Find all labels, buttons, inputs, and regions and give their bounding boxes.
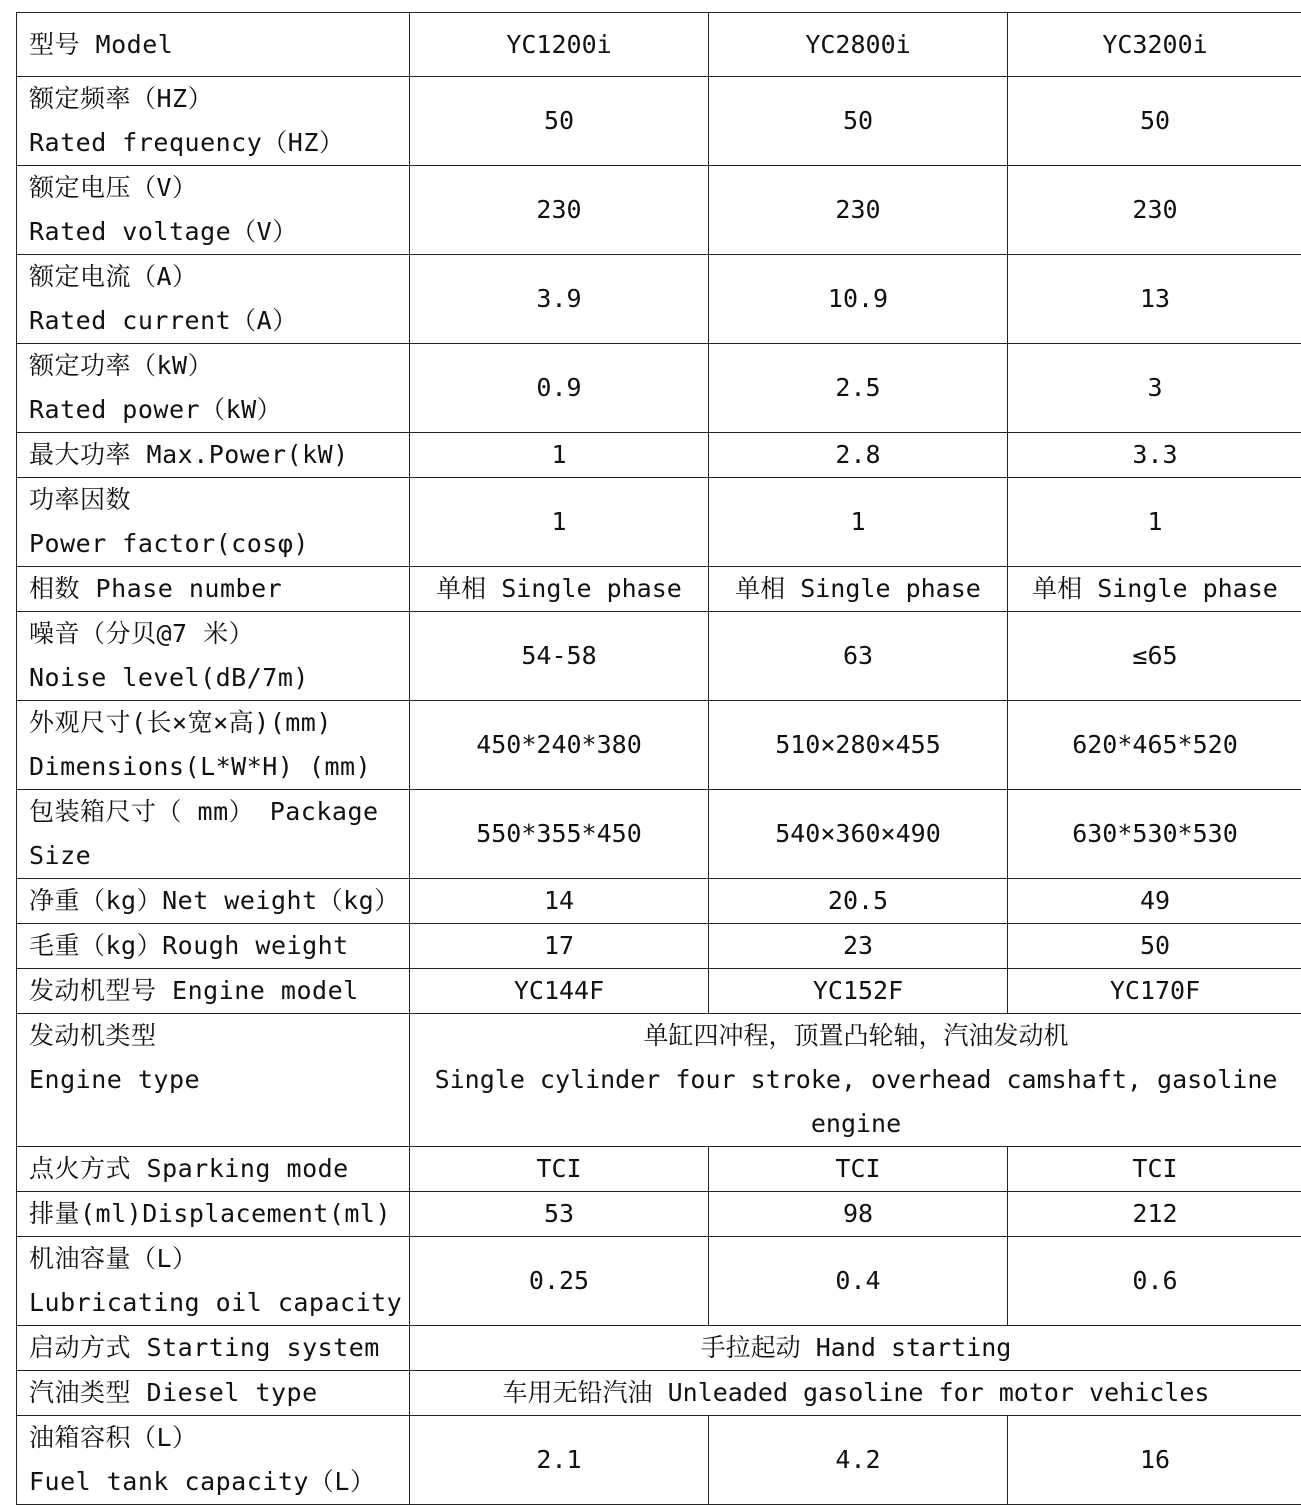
row-label-en: Rated current（A） (29, 299, 397, 343)
table-row (17, 612, 1301, 701)
row-label: 发动机型号 Engine model (17, 969, 410, 1014)
table-row (17, 166, 1301, 255)
row-label: 相数 Phase number (17, 567, 410, 612)
row-label (17, 1014, 410, 1147)
cell-value: 1 (410, 433, 709, 478)
table-row (17, 1371, 1301, 1416)
row-label (17, 344, 410, 433)
cell-value: 510×280×455 (709, 701, 1008, 790)
row-label (17, 701, 410, 790)
cell-value: 630*530*530 (1008, 790, 1301, 879)
table-row (17, 1147, 1301, 1192)
table-row (17, 1014, 1301, 1147)
row-label-cn: 额定电压（V） (29, 166, 397, 210)
cell-value: 230 (410, 166, 709, 255)
spec-table (16, 12, 1301, 1505)
cell-value: 20.5 (709, 879, 1008, 924)
table-row (17, 77, 1301, 166)
row-label-en: Lubricating oil capacity (29, 1281, 397, 1325)
row-label-en: Rated frequency（HZ） (29, 121, 397, 165)
cell-value: ≤65 (1008, 612, 1301, 701)
cell-value: 0.9 (410, 344, 709, 433)
cell-value: 14 (410, 879, 709, 924)
row-label-cn: 油箱容积（L） (29, 1416, 397, 1460)
cell-value: 54-58 (410, 612, 709, 701)
row-label-cn: 功率因数 (29, 478, 397, 522)
cell-value: 13 (1008, 255, 1301, 344)
cell-value: TCI (1008, 1147, 1301, 1192)
table-row (17, 1192, 1301, 1237)
cell-value: TCI (709, 1147, 1008, 1192)
row-label (17, 790, 410, 879)
cell-value: 1 (410, 478, 709, 567)
cell-value: 230 (1008, 166, 1301, 255)
header-row (17, 13, 1301, 77)
cell-value: 2.8 (709, 433, 1008, 478)
row-label-cn: 额定频率（HZ） (29, 77, 397, 121)
row-label-en: Engine type (29, 1058, 397, 1102)
table-row (17, 344, 1301, 433)
cell-value: 212 (1008, 1192, 1301, 1237)
row-label-cn: 噪音（分贝@7 米） (29, 612, 397, 656)
cell-value: 1 (709, 478, 1008, 567)
table-row (17, 1326, 1301, 1371)
table-row (17, 924, 1301, 969)
cell-value: YC144F (410, 969, 709, 1014)
cell-value: 3.3 (1008, 433, 1301, 478)
cell-value: 2.1 (410, 1416, 709, 1505)
table-row (17, 433, 1301, 478)
cell-value: TCI (410, 1147, 709, 1192)
table-row (17, 478, 1301, 567)
row-label (17, 1416, 410, 1505)
cell-value: 23 (709, 924, 1008, 969)
row-label (17, 255, 410, 344)
row-label-cn: 额定功率（kW） (29, 344, 397, 388)
row-label (17, 166, 410, 255)
cell-value: 53 (410, 1192, 709, 1237)
table-row (17, 255, 1301, 344)
row-label: 汽油类型 Diesel type (17, 1371, 410, 1416)
model-name: YC3200i (1008, 13, 1301, 77)
cell-value: 0.4 (709, 1237, 1008, 1326)
row-label-cn: 外观尺寸(长×宽×高)(mm) (29, 701, 397, 745)
cell-value: 单相 Single phase (410, 567, 709, 612)
cell-value: 50 (410, 77, 709, 166)
cell-value: 10.9 (709, 255, 1008, 344)
row-label-en: Power factor(cosφ) (29, 522, 397, 566)
row-label: 排量(ml)Displacement(ml) (17, 1192, 410, 1237)
cell-value: 4.2 (709, 1416, 1008, 1505)
model-name: YC1200i (410, 13, 709, 77)
row-label: 点火方式 Sparking mode (17, 1147, 410, 1192)
cell-value: 1 (1008, 478, 1301, 567)
cell-value: YC152F (709, 969, 1008, 1014)
table-row (17, 1416, 1301, 1505)
row-label (17, 77, 410, 166)
cell-value: YC170F (1008, 969, 1301, 1014)
table-row (17, 969, 1301, 1014)
cell-value: 0.6 (1008, 1237, 1301, 1326)
cell-value: 620*465*520 (1008, 701, 1301, 790)
row-label-cn: 包装箱尺寸（ mm） Package (29, 790, 397, 834)
merged-cell: 手拉起动 Hand starting (410, 1326, 1301, 1371)
row-label-cn: 发动机类型 (29, 1014, 397, 1058)
merged-cell (410, 1014, 1301, 1147)
row-label-en: Fuel tank capacity（L） (29, 1460, 397, 1504)
cell-value: 50 (1008, 924, 1301, 969)
cell-value: 550*355*450 (410, 790, 709, 879)
cell-value: 50 (1008, 77, 1301, 166)
cell-value: 0.25 (410, 1237, 709, 1326)
row-label-cn: 额定电流（A） (29, 255, 397, 299)
row-label: 最大功率 Max.Power(kW) (17, 433, 410, 478)
row-label (17, 612, 410, 701)
cell-value: 50 (709, 77, 1008, 166)
cell-value: 单相 Single phase (1008, 567, 1301, 612)
row-label-en: Dimensions(L*W*H) (mm) (29, 745, 397, 789)
cell-value: 49 (1008, 879, 1301, 924)
cell-value: 230 (709, 166, 1008, 255)
row-label: 启动方式 Starting system (17, 1326, 410, 1371)
cell-value: 3.9 (410, 255, 709, 344)
row-label-en: Rated power（kW） (29, 388, 397, 432)
model-name: YC2800i (709, 13, 1008, 77)
row-label-cn: 机油容量（L） (29, 1237, 397, 1281)
row-label: 毛重（kg）Rough weight (17, 924, 410, 969)
cell-value: 2.5 (709, 344, 1008, 433)
cell-value: 98 (709, 1192, 1008, 1237)
table-row (17, 1237, 1301, 1326)
table-row (17, 701, 1301, 790)
cell-value: 540×360×490 (709, 790, 1008, 879)
row-label-en: Noise level(dB/7m) (29, 656, 397, 700)
row-label-en: Rated voltage（V） (29, 210, 397, 254)
cell-value: 16 (1008, 1416, 1301, 1505)
table-row (17, 879, 1301, 924)
cell-value: 单相 Single phase (709, 567, 1008, 612)
row-label (17, 1237, 410, 1326)
cell-value: 17 (410, 924, 709, 969)
cell-value: 63 (709, 612, 1008, 701)
row-label (17, 478, 410, 567)
merged-cell-en: Single cylinder four stroke, overhead camshaft, gasoline engine (422, 1058, 1290, 1146)
table-row (17, 790, 1301, 879)
cell-value: 3 (1008, 344, 1301, 433)
row-label: 净重（kg）Net weight（kg） (17, 879, 410, 924)
merged-cell: 车用无铅汽油 Unleaded gasoline for motor vehicles (410, 1371, 1301, 1416)
table-row (17, 567, 1301, 612)
row-label-en: Size (29, 834, 397, 878)
merged-cell-cn: 单缸四冲程，顶置凸轮轴，汽油发动机 (422, 1014, 1290, 1058)
header-label: 型号 Model (17, 13, 410, 77)
cell-value: 450*240*380 (410, 701, 709, 790)
